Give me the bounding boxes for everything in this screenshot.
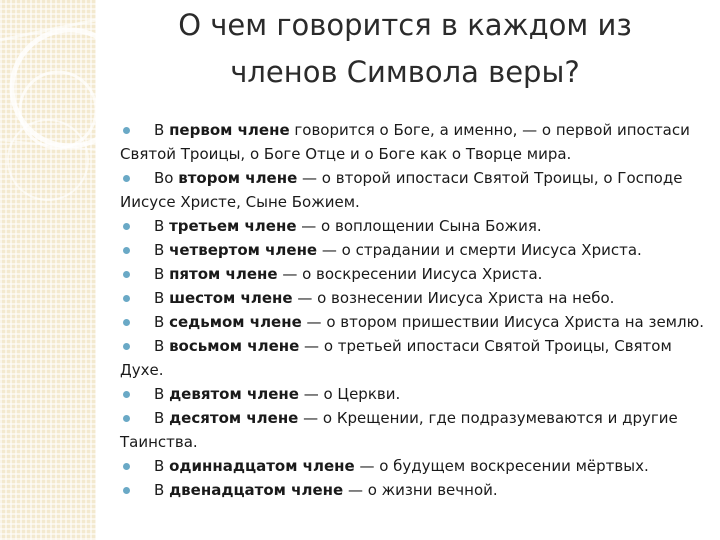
bullet-dot-icon [123,271,130,278]
title-line-1: О чем говорится в каждом из [178,8,632,42]
item-text: — о Церкви. [298,385,401,403]
item-prefix: В [154,313,170,331]
list-item [120,118,710,166]
bullet-dot-icon [123,487,130,494]
bullet-dot-icon [123,343,130,350]
item-highlight: десятом члене [169,409,299,427]
item-prefix: В [154,121,170,139]
item-prefix: В [154,241,170,259]
bullet-dot-icon [123,175,130,182]
list-item [120,262,710,286]
list-item [120,214,710,238]
item-highlight: четвертом члене [169,241,318,259]
slide-title [100,0,710,96]
item-text: — о третьей ипостаси Святой Троицы, Святом Духе. [120,337,672,379]
item-highlight: шестом члене [169,289,293,307]
item-prefix: В [154,337,170,355]
item-prefix: В [154,289,170,307]
bullet-dot-icon [123,127,130,134]
item-highlight: двенадцатом члене [169,481,344,499]
bullet-dot-icon [123,463,130,470]
list-item [120,334,710,382]
item-text: говорится о Боге, а именно, — о первой ипостаси Святой Троицы, о Боге Отце и о Боге как о Творце мира. [120,121,690,163]
list-item [120,478,710,502]
item-text: — о Крещении, где подразумеваются и другие Таинства. [120,409,678,451]
bullet-dot-icon [123,391,130,398]
bullet-dot-icon [123,415,130,422]
item-highlight: третьем члене [169,217,297,235]
item-highlight: первом члене [169,121,290,139]
item-prefix: В [154,409,170,427]
list-item [120,286,710,310]
item-highlight: девятом члене [169,385,299,403]
bullet-dot-icon [123,223,130,230]
item-highlight: восьмом члене [169,337,300,355]
item-highlight: втором члене [178,169,298,187]
item-prefix: Во [154,169,179,187]
bullet-dot-icon [123,295,130,302]
item-text: — о воскресении Иисуса Христа. [277,265,543,283]
item-prefix: В [154,385,170,403]
item-prefix: В [154,217,170,235]
item-text: — о второй ипостаси Святой Троицы, о Господе Иисусе Христе, Сыне Божием. [120,169,683,211]
item-text: — о воплощении Сына Божия. [296,217,542,235]
list-item [120,406,710,454]
item-text: — о жизни вечной. [343,481,498,499]
list-item [120,382,710,406]
item-prefix: В [154,457,170,475]
item-text: — о втором пришествии Иисуса Христа на землю. [301,313,704,331]
bullet-dot-icon [123,247,130,254]
item-prefix: В [154,481,170,499]
list-item [120,310,710,334]
bullet-dot-icon [123,319,130,326]
item-prefix: В [154,265,170,283]
decorative-circles-icon [0,0,96,540]
list-item [120,166,710,214]
item-highlight: седьмом члене [169,313,302,331]
list-item [120,454,710,478]
item-text: — о вознесении Иисуса Христа на небо. [292,289,615,307]
item-highlight: одиннадцатом члене [169,457,355,475]
item-highlight: пятом члене [169,265,278,283]
item-text: — о будущем воскресении мёртвых. [354,457,649,475]
decorative-side-strip [0,0,96,540]
list-item [120,238,710,262]
title-line-2: членов Символа веры? [230,55,580,89]
item-text: — о страдании и смерти Иисуса Христа. [317,241,642,259]
bullet-list [120,118,710,502]
